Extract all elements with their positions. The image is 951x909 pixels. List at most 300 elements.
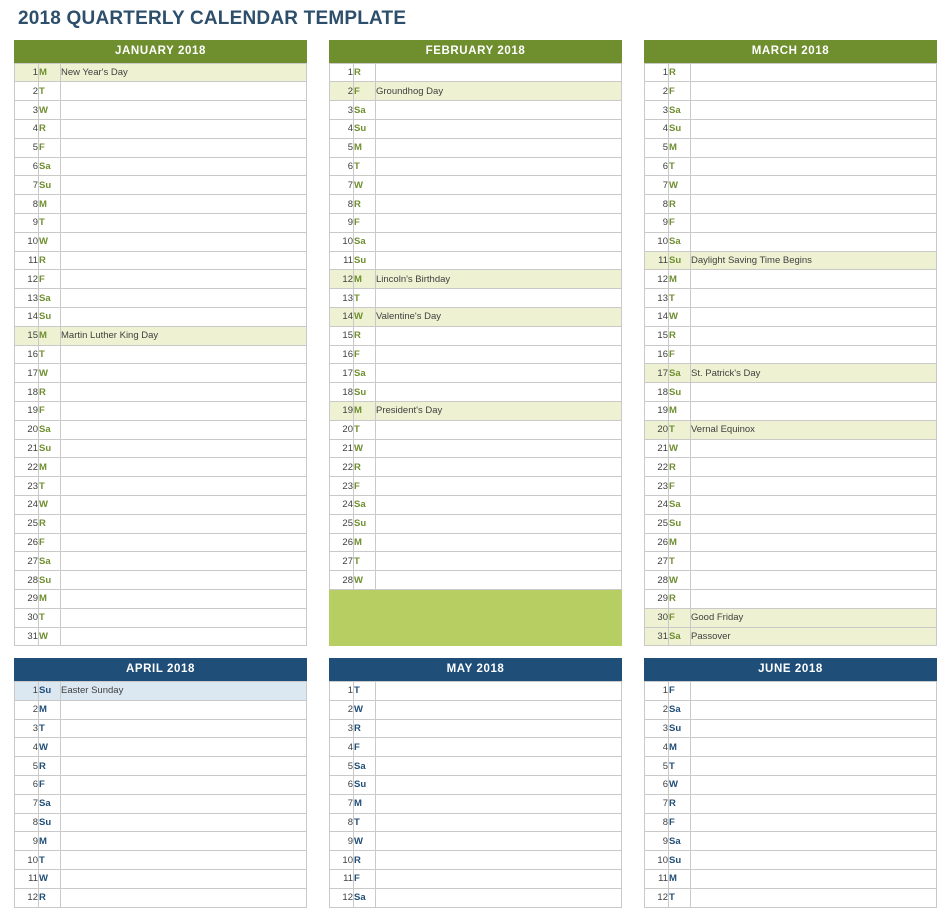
day-of-week: M (39, 195, 61, 214)
day-row[interactable] (645, 364, 937, 383)
event-cell[interactable] (376, 533, 622, 552)
day-row[interactable] (645, 232, 937, 251)
event-cell[interactable] (61, 738, 307, 757)
day-row[interactable] (15, 794, 307, 813)
day-row[interactable] (15, 195, 307, 214)
day-row[interactable] (15, 138, 307, 157)
day-row[interactable] (645, 627, 937, 646)
day-number: 6 (15, 775, 39, 794)
day-number: 30 (15, 608, 39, 627)
day-row[interactable] (645, 326, 937, 345)
day-row[interactable] (645, 477, 937, 496)
day-row[interactable] (330, 738, 622, 757)
day-row[interactable] (15, 719, 307, 738)
event-cell[interactable] (376, 101, 622, 120)
event-cell[interactable] (61, 514, 307, 533)
event-cell[interactable] (376, 420, 622, 439)
event-cell[interactable] (376, 832, 622, 851)
day-row[interactable] (645, 120, 937, 139)
day-row[interactable] (645, 888, 937, 907)
event-cell[interactable] (376, 214, 622, 233)
event-cell[interactable] (61, 757, 307, 776)
day-row[interactable] (645, 195, 937, 214)
day-row[interactable] (330, 289, 622, 308)
day-row[interactable] (645, 345, 937, 364)
day-row[interactable] (645, 176, 937, 195)
event-cell[interactable] (61, 176, 307, 195)
day-number: 12 (330, 888, 354, 907)
day-row[interactable] (330, 101, 622, 120)
event-cell[interactable] (691, 552, 937, 571)
day-row[interactable] (15, 514, 307, 533)
event-cell[interactable] (376, 326, 622, 345)
day-row[interactable] (645, 681, 937, 700)
day-row[interactable] (15, 157, 307, 176)
event-cell[interactable]: Easter Sunday (61, 681, 307, 700)
event-cell[interactable] (691, 719, 937, 738)
event-cell[interactable] (376, 345, 622, 364)
day-of-week: Sa (39, 420, 61, 439)
event-cell[interactable] (376, 251, 622, 270)
event-cell[interactable] (61, 157, 307, 176)
day-of-week: Sa (669, 700, 691, 719)
event-cell[interactable] (691, 232, 937, 251)
event-cell[interactable] (376, 138, 622, 157)
event-cell[interactable] (691, 157, 937, 176)
day-row[interactable] (15, 627, 307, 646)
day-row[interactable] (330, 157, 622, 176)
day-row[interactable] (645, 157, 937, 176)
event-cell[interactable] (376, 719, 622, 738)
day-row[interactable] (15, 851, 307, 870)
day-row[interactable] (15, 120, 307, 139)
day-row[interactable] (330, 120, 622, 139)
event-cell[interactable] (61, 195, 307, 214)
day-row[interactable] (15, 289, 307, 308)
day-row[interactable] (330, 813, 622, 832)
event-cell[interactable] (376, 700, 622, 719)
day-row[interactable] (645, 571, 937, 590)
event-cell[interactable]: Valentine's Day (376, 308, 622, 327)
day-number: 31 (15, 627, 39, 646)
day-number: 7 (15, 794, 39, 813)
day-row[interactable] (15, 63, 307, 82)
event-cell[interactable] (61, 101, 307, 120)
day-row[interactable] (330, 869, 622, 888)
event-cell[interactable] (376, 851, 622, 870)
day-of-week: T (39, 345, 61, 364)
event-cell[interactable] (691, 700, 937, 719)
event-cell[interactable] (61, 82, 307, 101)
event-cell[interactable] (691, 458, 937, 477)
day-row[interactable] (645, 719, 937, 738)
day-row[interactable] (15, 775, 307, 794)
day-row[interactable] (15, 589, 307, 608)
event-cell[interactable] (61, 719, 307, 738)
event-cell[interactable] (376, 439, 622, 458)
day-row[interactable] (645, 63, 937, 82)
event-cell[interactable] (376, 232, 622, 251)
day-row[interactable] (645, 495, 937, 514)
event-cell[interactable]: St. Patrick's Day (691, 364, 937, 383)
day-row[interactable] (330, 495, 622, 514)
event-cell[interactable] (376, 63, 622, 82)
event-cell[interactable]: President's Day (376, 401, 622, 420)
day-row[interactable] (15, 738, 307, 757)
day-row[interactable] (645, 401, 937, 420)
day-row[interactable] (15, 458, 307, 477)
day-number: 4 (15, 738, 39, 757)
event-cell[interactable] (376, 176, 622, 195)
day-row[interactable] (330, 757, 622, 776)
day-of-week: Sa (669, 364, 691, 383)
day-row[interactable] (645, 308, 937, 327)
day-row[interactable] (15, 326, 307, 345)
event-cell[interactable] (61, 477, 307, 496)
day-of-week: Sa (354, 495, 376, 514)
event-cell[interactable] (376, 813, 622, 832)
event-cell[interactable] (691, 138, 937, 157)
event-cell[interactable] (691, 401, 937, 420)
day-row[interactable] (330, 308, 622, 327)
day-row[interactable] (15, 251, 307, 270)
day-row[interactable] (645, 214, 937, 233)
event-cell[interactable] (61, 700, 307, 719)
event-cell[interactable] (61, 401, 307, 420)
event-cell[interactable] (376, 775, 622, 794)
day-row[interactable] (15, 439, 307, 458)
day-of-week: R (39, 120, 61, 139)
event-cell[interactable] (61, 552, 307, 571)
day-row[interactable] (15, 832, 307, 851)
event-cell[interactable]: Groundhog Day (376, 82, 622, 101)
day-of-week: F (354, 82, 376, 101)
event-cell[interactable] (691, 195, 937, 214)
event-cell[interactable] (691, 270, 937, 289)
day-number: 24 (645, 495, 669, 514)
day-row[interactable] (645, 757, 937, 776)
day-row[interactable] (15, 533, 307, 552)
day-number: 3 (330, 101, 354, 120)
day-row[interactable] (645, 383, 937, 402)
event-cell[interactable] (691, 176, 937, 195)
event-cell[interactable] (691, 571, 937, 590)
filler-row (330, 627, 622, 646)
day-row[interactable] (15, 383, 307, 402)
event-cell[interactable] (61, 627, 307, 646)
day-row[interactable] (15, 571, 307, 590)
event-cell[interactable] (691, 851, 937, 870)
day-row[interactable] (15, 345, 307, 364)
day-row[interactable] (330, 439, 622, 458)
event-cell[interactable] (691, 63, 937, 82)
event-cell[interactable] (61, 120, 307, 139)
event-cell[interactable] (61, 589, 307, 608)
day-number: 23 (15, 477, 39, 496)
day-row[interactable] (15, 364, 307, 383)
event-cell[interactable] (61, 308, 307, 327)
day-number: 7 (330, 794, 354, 813)
day-row[interactable] (15, 552, 307, 571)
day-row[interactable] (645, 138, 937, 157)
day-row[interactable] (330, 888, 622, 907)
day-row[interactable] (645, 738, 937, 757)
day-row[interactable] (330, 700, 622, 719)
day-row[interactable] (330, 794, 622, 813)
event-cell[interactable] (376, 681, 622, 700)
event-cell[interactable] (691, 775, 937, 794)
day-row[interactable] (330, 552, 622, 571)
day-row[interactable] (645, 794, 937, 813)
day-row[interactable] (15, 888, 307, 907)
day-row[interactable] (645, 775, 937, 794)
day-row[interactable] (645, 552, 937, 571)
day-row[interactable] (330, 63, 622, 82)
day-row[interactable] (15, 214, 307, 233)
day-row[interactable] (15, 700, 307, 719)
day-row[interactable] (330, 138, 622, 157)
day-row[interactable] (330, 514, 622, 533)
day-number: 29 (645, 589, 669, 608)
event-cell[interactable] (61, 869, 307, 888)
day-row[interactable] (330, 270, 622, 289)
event-cell[interactable] (61, 289, 307, 308)
day-row[interactable] (330, 232, 622, 251)
event-cell[interactable] (61, 832, 307, 851)
day-row[interactable] (330, 345, 622, 364)
event-cell[interactable] (691, 101, 937, 120)
day-row[interactable] (645, 101, 937, 120)
day-row[interactable] (15, 101, 307, 120)
day-row[interactable] (330, 176, 622, 195)
day-row[interactable] (330, 326, 622, 345)
event-cell[interactable] (691, 477, 937, 496)
event-cell[interactable] (691, 757, 937, 776)
day-number: 14 (330, 308, 354, 327)
day-row[interactable] (645, 270, 937, 289)
day-of-week: R (39, 757, 61, 776)
day-row[interactable] (15, 757, 307, 776)
event-cell[interactable] (61, 851, 307, 870)
day-row[interactable] (330, 420, 622, 439)
event-cell[interactable] (376, 495, 622, 514)
event-cell[interactable] (61, 420, 307, 439)
event-cell[interactable] (691, 439, 937, 458)
event-cell[interactable] (376, 552, 622, 571)
day-of-week: Su (39, 681, 61, 700)
day-of-week: F (669, 608, 691, 627)
month-block (14, 40, 307, 646)
day-number: 18 (15, 383, 39, 402)
event-cell[interactable] (61, 232, 307, 251)
event-cell[interactable] (376, 477, 622, 496)
day-row[interactable] (15, 495, 307, 514)
day-of-week: R (669, 589, 691, 608)
event-cell[interactable] (376, 514, 622, 533)
day-row[interactable] (330, 401, 622, 420)
event-cell[interactable] (61, 495, 307, 514)
day-number: 5 (645, 757, 669, 776)
event-cell[interactable] (691, 589, 937, 608)
day-row[interactable] (15, 270, 307, 289)
event-cell[interactable] (691, 888, 937, 907)
day-number: 26 (330, 533, 354, 552)
event-cell[interactable] (61, 345, 307, 364)
event-cell[interactable] (61, 270, 307, 289)
day-row[interactable] (645, 832, 937, 851)
day-row[interactable] (330, 477, 622, 496)
event-cell[interactable] (376, 289, 622, 308)
day-row[interactable] (330, 775, 622, 794)
day-number: 14 (15, 308, 39, 327)
event-cell[interactable] (61, 439, 307, 458)
event-cell[interactable] (691, 832, 937, 851)
event-cell[interactable] (376, 157, 622, 176)
day-row[interactable] (645, 700, 937, 719)
day-row[interactable] (645, 869, 937, 888)
day-number: 20 (15, 420, 39, 439)
day-number: 14 (645, 308, 669, 327)
event-cell[interactable] (61, 888, 307, 907)
event-cell[interactable] (376, 869, 622, 888)
event-cell[interactable] (691, 514, 937, 533)
day-row[interactable] (645, 813, 937, 832)
day-row[interactable] (330, 82, 622, 101)
day-row[interactable] (645, 458, 937, 477)
day-of-week: M (669, 869, 691, 888)
event-cell[interactable] (61, 364, 307, 383)
day-row[interactable] (645, 289, 937, 308)
day-row[interactable] (645, 82, 937, 101)
event-cell[interactable] (376, 571, 622, 590)
day-number: 20 (330, 420, 354, 439)
event-cell[interactable] (61, 458, 307, 477)
day-row[interactable] (15, 420, 307, 439)
day-number: 7 (330, 176, 354, 195)
day-of-week: T (669, 420, 691, 439)
event-cell[interactable] (691, 738, 937, 757)
day-number: 9 (330, 832, 354, 851)
event-cell[interactable] (691, 82, 937, 101)
day-row[interactable] (645, 439, 937, 458)
day-number: 4 (645, 738, 669, 757)
event-cell[interactable]: Martin Luther King Day (61, 326, 307, 345)
event-cell[interactable] (691, 345, 937, 364)
day-row[interactable] (645, 251, 937, 270)
event-cell[interactable] (376, 120, 622, 139)
event-cell[interactable]: Vernal Equinox (691, 420, 937, 439)
day-of-week: Su (354, 775, 376, 794)
day-row[interactable] (330, 832, 622, 851)
event-cell[interactable]: Good Friday (691, 608, 937, 627)
event-cell[interactable] (691, 383, 937, 402)
event-cell[interactable] (691, 308, 937, 327)
day-row[interactable] (15, 82, 307, 101)
event-cell[interactable] (376, 738, 622, 757)
event-cell[interactable] (376, 383, 622, 402)
day-number: 10 (645, 232, 669, 251)
day-row[interactable] (15, 813, 307, 832)
day-row[interactable] (645, 533, 937, 552)
event-cell[interactable] (376, 888, 622, 907)
day-of-week: R (39, 888, 61, 907)
event-cell[interactable] (691, 326, 937, 345)
day-row[interactable] (15, 176, 307, 195)
event-cell[interactable] (691, 495, 937, 514)
day-row[interactable] (330, 364, 622, 383)
event-cell[interactable] (61, 383, 307, 402)
event-cell[interactable]: Lincoln's Birthday (376, 270, 622, 289)
day-row[interactable] (645, 851, 937, 870)
day-row[interactable] (330, 251, 622, 270)
day-row[interactable] (15, 869, 307, 888)
day-row[interactable] (330, 533, 622, 552)
event-cell[interactable] (61, 138, 307, 157)
day-row[interactable] (15, 608, 307, 627)
day-row[interactable] (330, 681, 622, 700)
day-of-week: M (354, 401, 376, 420)
event-cell[interactable] (61, 794, 307, 813)
day-row[interactable] (330, 571, 622, 590)
day-row[interactable] (645, 589, 937, 608)
event-cell[interactable]: Daylight Saving Time Begins (691, 251, 937, 270)
event-cell[interactable] (691, 869, 937, 888)
event-cell[interactable] (376, 195, 622, 214)
event-cell[interactable] (691, 120, 937, 139)
day-row[interactable] (15, 232, 307, 251)
event-cell[interactable] (691, 813, 937, 832)
event-cell[interactable] (691, 533, 937, 552)
event-cell[interactable] (61, 214, 307, 233)
event-cell[interactable] (61, 571, 307, 590)
event-cell[interactable] (61, 251, 307, 270)
day-row[interactable] (645, 420, 937, 439)
day-of-week: R (669, 458, 691, 477)
day-row[interactable] (645, 608, 937, 627)
event-cell[interactable] (691, 794, 937, 813)
day-row[interactable] (15, 681, 307, 700)
day-number: 25 (330, 514, 354, 533)
day-row[interactable] (15, 308, 307, 327)
event-cell[interactable] (691, 214, 937, 233)
day-number: 26 (645, 533, 669, 552)
day-row[interactable] (15, 477, 307, 496)
event-cell[interactable] (691, 681, 937, 700)
event-cell[interactable] (61, 813, 307, 832)
event-cell[interactable]: Passover (691, 627, 937, 646)
day-row[interactable] (330, 195, 622, 214)
day-row[interactable] (330, 458, 622, 477)
day-row[interactable] (330, 851, 622, 870)
event-cell[interactable]: New Year's Day (61, 63, 307, 82)
day-number: 27 (330, 552, 354, 571)
event-cell[interactable] (376, 364, 622, 383)
event-cell[interactable] (61, 775, 307, 794)
event-cell[interactable] (61, 608, 307, 627)
event-cell[interactable] (61, 533, 307, 552)
month-header: MAY 2018 (329, 658, 622, 681)
event-cell[interactable] (691, 289, 937, 308)
day-row[interactable] (330, 214, 622, 233)
day-number: 13 (330, 289, 354, 308)
event-cell[interactable] (376, 458, 622, 477)
event-cell[interactable] (376, 794, 622, 813)
day-row[interactable] (15, 401, 307, 420)
day-row[interactable] (330, 383, 622, 402)
day-row[interactable] (330, 719, 622, 738)
event-cell[interactable] (376, 757, 622, 776)
day-row[interactable] (645, 514, 937, 533)
